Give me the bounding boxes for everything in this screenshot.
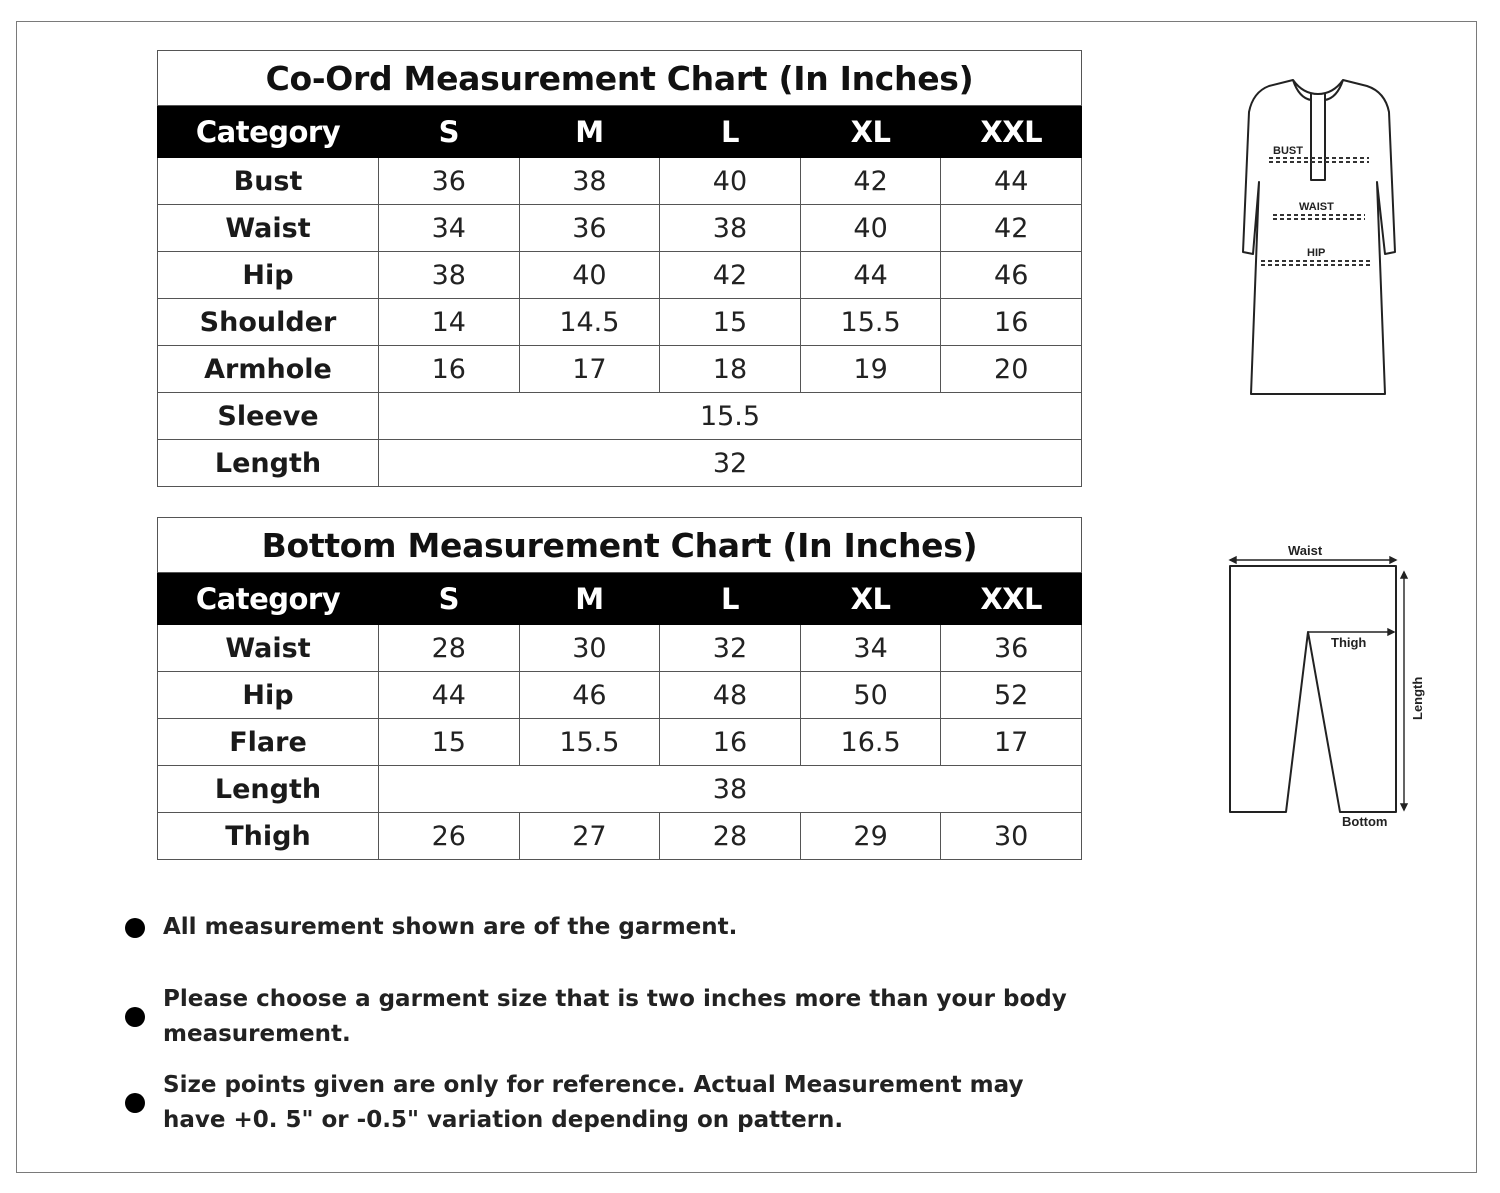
kurta-diagram	[1235, 72, 1400, 402]
cell-value: 28	[379, 625, 520, 672]
table-row	[158, 346, 1082, 393]
cell-value: 20	[941, 346, 1082, 393]
bullet-icon	[125, 1007, 145, 1027]
coord-measurement-table	[157, 50, 1082, 487]
pants-label-bottom: Bottom	[1342, 814, 1388, 829]
row-category: Waist	[158, 625, 379, 672]
cell-value: 32	[660, 625, 801, 672]
cell-value: 30	[941, 813, 1082, 860]
table-row	[158, 299, 1082, 346]
cell-value: 17	[941, 719, 1082, 766]
row-category: Sleeve	[158, 393, 379, 440]
cell-value: 30	[519, 625, 660, 672]
kurta-label-hip: HIP	[1307, 247, 1326, 259]
cell-value: 36	[519, 205, 660, 252]
bullet-icon	[125, 918, 145, 938]
cell-value: 40	[800, 205, 941, 252]
cell-value: 29	[800, 813, 941, 860]
table-row	[158, 440, 1082, 487]
header-size: S	[379, 573, 520, 625]
cell-value: 42	[941, 205, 1082, 252]
cell-value-span: 32	[379, 440, 1082, 487]
table-row	[158, 393, 1082, 440]
cell-value: 48	[660, 672, 801, 719]
cell-value: 27	[519, 813, 660, 860]
row-category: Length	[158, 440, 379, 487]
table-row	[158, 766, 1082, 813]
bottom-chart-title: Bottom Measurement Chart (In Inches)	[158, 518, 1082, 573]
cell-value-span: 15.5	[379, 393, 1082, 440]
pants-label-waist: Waist	[1288, 543, 1323, 558]
cell-value: 16	[941, 299, 1082, 346]
bottom-header-row	[158, 573, 1082, 625]
cell-value: 52	[941, 672, 1082, 719]
cell-value: 19	[800, 346, 941, 393]
pants-outline	[1230, 566, 1396, 812]
table-row	[158, 158, 1082, 205]
row-category: Flare	[158, 719, 379, 766]
cell-value: 44	[379, 672, 520, 719]
cell-value: 16	[379, 346, 520, 393]
header-size: L	[660, 573, 801, 625]
cell-value: 17	[519, 346, 660, 393]
header-size: M	[519, 573, 660, 625]
pants-label-thigh: Thigh	[1331, 635, 1367, 650]
kurta-label-bust: BUST	[1273, 145, 1303, 157]
pants-diagram	[1222, 540, 1427, 835]
pants-label-length: Length	[1410, 676, 1425, 720]
cell-value: 14	[379, 299, 520, 346]
note-text: Size points given are only for reference. Actual Measurement may have +0. 5" or -0.5" variation depending on pattern.	[163, 1072, 1024, 1133]
header-size: M	[519, 106, 660, 158]
table-row	[158, 719, 1082, 766]
cell-value: 18	[660, 346, 801, 393]
cell-value: 16.5	[800, 719, 941, 766]
header-category: Category	[158, 573, 379, 625]
cell-value: 38	[660, 205, 801, 252]
cell-value-span: 38	[379, 766, 1082, 813]
coord-chart-title: Co-Ord Measurement Chart (In Inches)	[158, 51, 1082, 106]
cell-value: 40	[519, 252, 660, 299]
table-row	[158, 252, 1082, 299]
cell-value: 15.5	[800, 299, 941, 346]
cell-value: 15.5	[519, 719, 660, 766]
row-category: Bust	[158, 158, 379, 205]
header-size: XXL	[941, 573, 1082, 625]
cell-value: 44	[941, 158, 1082, 205]
cell-value: 16	[660, 719, 801, 766]
note-text: Please choose a garment size that is two inches more than your body measurement.	[163, 986, 1067, 1047]
table-row	[158, 672, 1082, 719]
header-size: S	[379, 106, 520, 158]
cell-value: 28	[660, 813, 801, 860]
table-row	[158, 813, 1082, 860]
row-category: Armhole	[158, 346, 379, 393]
note-item	[125, 982, 1085, 1052]
header-category: Category	[158, 106, 379, 158]
cell-value: 36	[379, 158, 520, 205]
bullet-icon	[125, 1093, 145, 1113]
kurta-label-waist: WAIST	[1299, 201, 1334, 213]
cell-value: 34	[800, 625, 941, 672]
cell-value: 34	[379, 205, 520, 252]
cell-value: 38	[519, 158, 660, 205]
bottom-measurement-table	[157, 517, 1082, 860]
row-category: Length	[158, 766, 379, 813]
kurta-outline	[1243, 80, 1395, 394]
coord-header-row	[158, 106, 1082, 158]
kurta-collar	[1293, 80, 1343, 100]
table-row	[158, 625, 1082, 672]
row-category: Thigh	[158, 813, 379, 860]
cell-value: 40	[660, 158, 801, 205]
cell-value: 42	[800, 158, 941, 205]
cell-value: 46	[519, 672, 660, 719]
table-row	[158, 205, 1082, 252]
header-size: XXL	[941, 106, 1082, 158]
row-category: Hip	[158, 672, 379, 719]
cell-value: 14.5	[519, 299, 660, 346]
note-text: All measurement shown are of the garment.	[163, 914, 738, 940]
row-category: Waist	[158, 205, 379, 252]
cell-value: 15	[379, 719, 520, 766]
note-item	[125, 1068, 1085, 1138]
cell-value: 15	[660, 299, 801, 346]
note-item	[125, 910, 1085, 945]
cell-value: 36	[941, 625, 1082, 672]
cell-value: 44	[800, 252, 941, 299]
kurta-placket	[1311, 94, 1325, 180]
cell-value: 46	[941, 252, 1082, 299]
header-size: XL	[800, 573, 941, 625]
header-size: L	[660, 106, 801, 158]
cell-value: 38	[379, 252, 520, 299]
row-category: Shoulder	[158, 299, 379, 346]
cell-value: 50	[800, 672, 941, 719]
row-category: Hip	[158, 252, 379, 299]
cell-value: 42	[660, 252, 801, 299]
header-size: XL	[800, 106, 941, 158]
cell-value: 26	[379, 813, 520, 860]
